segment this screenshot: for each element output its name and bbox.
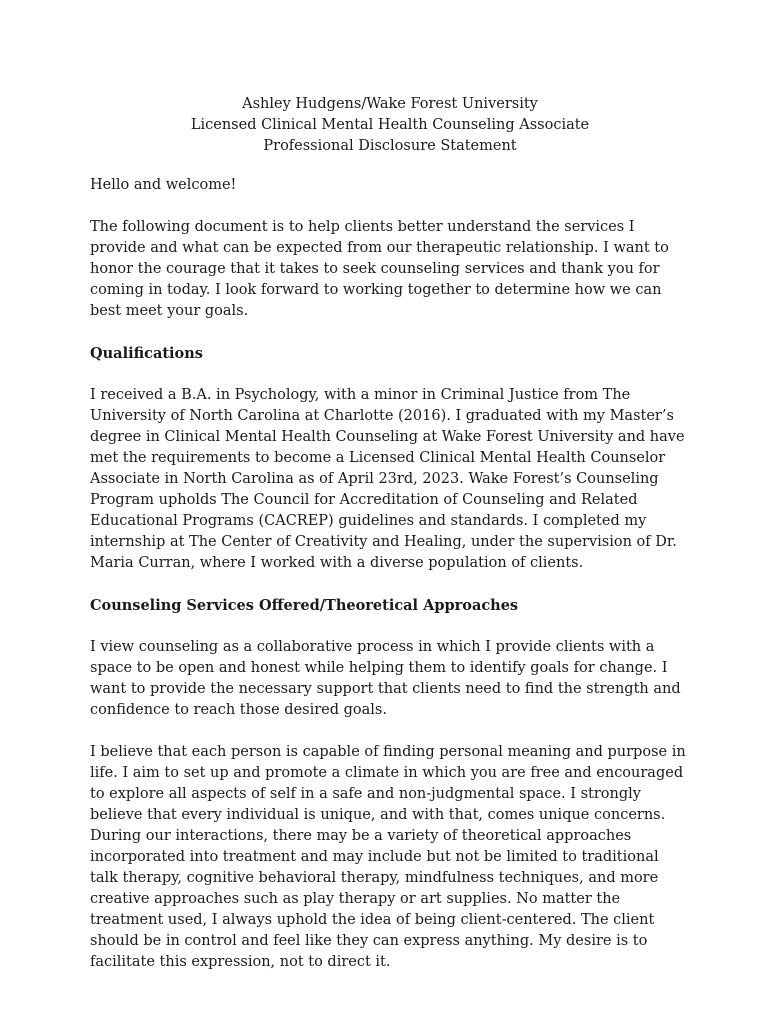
document-page [90, 94, 690, 994]
greeting: Hello and welcome! [90, 177, 237, 193]
services-paragraph-2: I believe that each person is capable of finding personal meaning and purpose in life. I aim to set up and promote a climate in which you are free and encouraged to explore all aspects of self in a safe and non-judgmental space. I strongly believe that every individual is unique, and with that, comes unique concerns. During our interactions, there may be a variety of theoretical approaches incorporated into treatment and may include but not be limited to traditional talk therapy, cognitive behavioral therapy, mindfulness techniques, and more creative approaches such as play therapy or art supplies. No matter the treatment used, I always uphold the idea of being client-centered. The client should be in control and feel like they can express anything. My desire is to facilitate this expression, not to direct it. [90, 744, 686, 970]
services-paragraph-1: I view counseling as a collaborative process in which I provide clients with a space to be open and honest while helping them to identify goals for change. I want to provide the necessary support that clients need to find the strength and confidence to reach those desired goals. [90, 639, 681, 718]
header-author-line: Ashley Hudgens/Wake Forest University [242, 96, 538, 112]
document-header [90, 94, 690, 157]
header-title-line: Professional Disclosure Statement [263, 138, 517, 154]
intro-paragraph: The following document is to help clients better understand the services I provide and what can be expected from our therapeutic relationship. I want to honor the courage that it takes to seek counseling services and thank you for coming in today. I look forward to working together to determine how we can best meet your goals. [90, 219, 669, 319]
qualifications-paragraph: I received a B.A. in Psychology, with a minor in Criminal Justice from The University of North Carolina at Charlotte (2016). I graduated with my Master’s degree in Clinical Mental Health Counseling at Wake Forest University and have met the requirements to become a Licensed Clinical Mental Health Counselor Associate in North Carolina as of April 23rd, 2023. Wake Forest’s Counseling Program upholds The Council for Accreditation of Counseling and Related Educational Programs (CACREP) guidelines and standards. I completed my internship at The Center of Creativity and Healing, under the supervision of Dr. Maria Curran, where I worked with a diverse population of clients. [90, 387, 685, 571]
qualifications-heading: Qualifications [90, 345, 203, 362]
header-license-line: Licensed Clinical Mental Health Counseling Associate [190, 117, 590, 133]
services-heading: Counseling Services Offered/Theoretical Approaches [90, 597, 519, 614]
